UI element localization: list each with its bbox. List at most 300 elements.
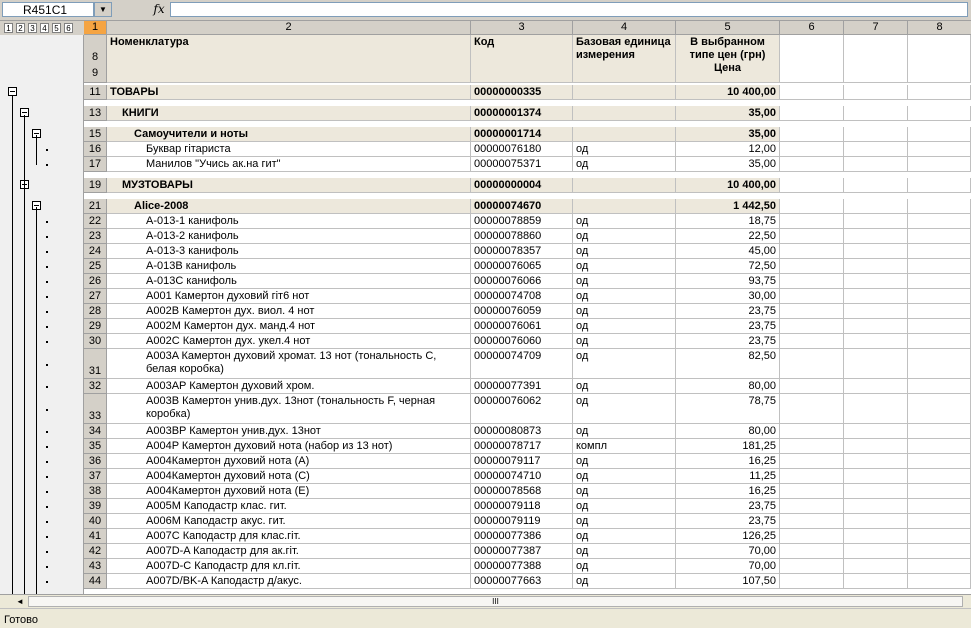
cell-unit[interactable]: од [573,469,676,484]
cell-nomenclature[interactable]: A002B Камертон дух. виол. 4 нот [107,304,471,319]
cell[interactable] [780,544,844,559]
cell-code[interactable]: 00000000335 [471,85,573,100]
cell[interactable] [780,559,844,574]
cell-price[interactable]: 10 400,00 [676,85,780,100]
cell-nomenclature[interactable]: КНИГИ [107,106,471,121]
cell-unit[interactable]: од [573,229,676,244]
cell-code[interactable]: 00000001714 [471,127,573,142]
cell-code[interactable]: 00000074709 [471,349,573,379]
cell-price[interactable]: 22,50 [676,229,780,244]
cell[interactable] [780,334,844,349]
cell[interactable] [908,35,971,83]
row-header[interactable]: 22 [84,214,107,229]
table-row [84,229,971,244]
cell-unit[interactable] [573,85,676,100]
header-unit[interactable]: Базовая единица измерения [573,35,676,83]
cell-nomenclature[interactable]: A003BP Камертон унив.дух. 13нот [107,424,471,439]
outline-dot-icon [46,326,48,328]
cell[interactable] [908,229,971,244]
cell-unit[interactable]: од [573,424,676,439]
cell-price[interactable]: 35,00 [676,157,780,172]
cell[interactable] [908,544,971,559]
cell[interactable] [780,214,844,229]
cell[interactable] [780,574,844,589]
cell-nomenclature[interactable]: A-013-3 канифоль [107,244,471,259]
cell-unit[interactable]: од [573,454,676,469]
row-header[interactable]: 40 [84,514,107,529]
cell-code[interactable]: 00000076180 [471,142,573,157]
cell-unit[interactable]: од [573,379,676,394]
cell[interactable] [780,394,844,424]
cell-code[interactable]: 00000079118 [471,499,573,514]
row-header[interactable]: 21 [84,199,107,214]
cell[interactable] [908,127,971,142]
row-header[interactable] [84,35,107,83]
cell[interactable] [780,244,844,259]
cell[interactable] [908,499,971,514]
cell-code[interactable]: 00000079117 [471,454,573,469]
cell-price[interactable]: 82,50 [676,349,780,379]
row-header[interactable]: 28 [84,304,107,319]
cell-price[interactable]: 18,75 [676,214,780,229]
table-row [84,379,971,394]
column-header[interactable]: 8 [908,21,971,35]
cell-code[interactable]: 00000076065 [471,259,573,274]
cell[interactable] [780,274,844,289]
table-row [84,454,971,469]
cell[interactable] [844,574,908,589]
cell[interactable] [844,274,908,289]
row-header[interactable]: 25 [84,259,107,274]
table-row [84,319,971,334]
outline-level-button[interactable]: 6 [64,23,73,33]
cell-code[interactable]: 00000074708 [471,289,573,304]
column-header[interactable]: 2 [107,21,471,35]
outline-bracket-line [36,207,37,594]
row-header[interactable]: 15 [84,127,107,142]
horizontal-scrollbar[interactable] [0,594,971,608]
cell-nomenclature[interactable]: Alice-2008 [107,199,471,214]
cell-unit[interactable]: компл [573,439,676,454]
cell[interactable] [780,106,844,121]
row-header[interactable]: 16 [84,142,107,157]
column-header[interactable]: 7 [844,21,908,35]
row-header[interactable]: 29 [84,319,107,334]
cell-unit[interactable]: од [573,304,676,319]
outline-dot-icon [46,506,48,508]
cell-price[interactable]: 181,25 [676,439,780,454]
cell[interactable] [780,439,844,454]
cell[interactable] [780,454,844,469]
outline-dot-icon [46,566,48,568]
row-header[interactable]: 33 [84,394,107,424]
cell-code[interactable]: 00000078357 [471,244,573,259]
row-header[interactable]: 42 [84,544,107,559]
cell[interactable] [908,304,971,319]
cell[interactable] [908,529,971,544]
row-header[interactable]: 36 [84,454,107,469]
row-header[interactable]: 19 [84,178,107,193]
cell-code[interactable]: 00000077391 [471,379,573,394]
cell-unit[interactable]: од [573,529,676,544]
row-header[interactable]: 37 [84,469,107,484]
cell[interactable] [844,469,908,484]
scroll-left-icon[interactable]: ◄ [16,597,24,606]
cell-code[interactable]: 00000078860 [471,229,573,244]
cell[interactable] [908,289,971,304]
row-header[interactable]: 43 [84,559,107,574]
cell[interactable] [780,199,844,214]
cell[interactable] [780,229,844,244]
cell-code[interactable]: 00000078859 [471,214,573,229]
cell[interactable] [780,259,844,274]
cell[interactable] [844,379,908,394]
table-row [84,469,971,484]
outline-bracket-line [12,95,13,594]
cell-unit[interactable] [573,127,676,142]
cell[interactable] [844,127,908,142]
cell[interactable] [908,394,971,424]
table-row [84,514,971,529]
cell[interactable] [908,574,971,589]
cell-unit[interactable]: од [573,289,676,304]
row-header[interactable]: 24 [84,244,107,259]
outline-dot-icon [46,551,48,553]
cell[interactable] [844,454,908,469]
row-header[interactable]: 23 [84,229,107,244]
cell-price[interactable]: 23,75 [676,514,780,529]
cell-unit[interactable]: од [573,214,676,229]
cell-code[interactable]: 00000076066 [471,274,573,289]
cell[interactable] [844,394,908,424]
cell-code[interactable]: 00000079119 [471,514,573,529]
cell-code[interactable]: 00000077386 [471,529,573,544]
outline-dot-icon [46,431,48,433]
cell[interactable] [908,454,971,469]
cell[interactable] [780,514,844,529]
cell[interactable] [844,499,908,514]
table-row [84,499,971,514]
cell-code[interactable]: 00000077388 [471,559,573,574]
formula-input[interactable] [170,2,968,17]
cell-nomenclature[interactable]: A004Камертон духовий нота (А) [107,454,471,469]
cell[interactable] [780,529,844,544]
cell-unit[interactable]: од [573,574,676,589]
outline-dot-icon [46,341,48,343]
cell-price[interactable]: 107,50 [676,574,780,589]
row-header[interactable]: 13 [84,106,107,121]
cell-unit[interactable]: од [573,559,676,574]
cell[interactable] [780,289,844,304]
cell-price[interactable]: 35,00 [676,127,780,142]
row-header[interactable]: 32 [84,379,107,394]
cell-unit[interactable]: од [573,319,676,334]
cell[interactable] [844,142,908,157]
cell-unit[interactable]: од [573,157,676,172]
table-row [84,439,971,454]
cell-code[interactable]: 00000077387 [471,544,573,559]
cell[interactable] [908,439,971,454]
cell-nomenclature[interactable]: A-013-2 канифоль [107,229,471,244]
outline-dot-icon [46,266,48,268]
cell-nomenclature[interactable]: A003AP Камертон духовий хром. [107,379,471,394]
cell-code[interactable]: 00000076060 [471,334,573,349]
cell[interactable] [844,157,908,172]
cell[interactable] [908,559,971,574]
cell-price[interactable]: 93,75 [676,274,780,289]
outline-dot-icon [46,476,48,478]
cell[interactable] [844,244,908,259]
cell[interactable] [908,424,971,439]
cell-nomenclature[interactable]: A007D-C Каподастр для кл.гіт. [107,559,471,574]
cell-price[interactable]: 23,75 [676,334,780,349]
cell[interactable] [844,35,908,83]
cell-unit[interactable]: од [573,142,676,157]
header-nomenclature[interactable]: Номенклатура [107,35,471,83]
cell-price[interactable]: 16,25 [676,454,780,469]
row-header[interactable]: 44 [84,574,107,589]
cell-unit[interactable] [573,199,676,214]
cell[interactable] [844,484,908,499]
cell-code[interactable]: 00000076062 [471,394,573,424]
cell[interactable] [844,85,908,100]
column-header[interactable]: 3 [471,21,573,35]
row-header[interactable]: 38 [84,484,107,499]
cell-price[interactable]: 23,75 [676,319,780,334]
cell-code[interactable]: 00000077663 [471,574,573,589]
cell-nomenclature[interactable]: A004Камертон духовий нота (Е) [107,484,471,499]
table-row [84,424,971,439]
cell-nomenclature[interactable]: A005M Каподастр клас. гит. [107,499,471,514]
cell-nomenclature[interactable]: A003A Камертон духовий хромат. 13 нот (тональность С, белая коробка) [107,349,471,379]
cell-code[interactable]: 00000000004 [471,178,573,193]
cell-nomenclature[interactable]: Манилов "Учись ак.на гит" [107,157,471,172]
cell-nomenclature[interactable]: A002C Камертон дух. укел.4 нот [107,334,471,349]
cell[interactable] [780,499,844,514]
cell[interactable] [908,244,971,259]
cell-unit[interactable]: од [573,349,676,379]
header-code[interactable]: Код [471,35,573,83]
cell-price[interactable]: 80,00 [676,379,780,394]
cell-price[interactable]: 10 400,00 [676,178,780,193]
row-header[interactable]: 35 [84,439,107,454]
cell-code[interactable]: 00000080873 [471,424,573,439]
cell[interactable] [844,106,908,121]
cell[interactable] [844,319,908,334]
row-header[interactable]: 27 [84,289,107,304]
cell[interactable] [908,142,971,157]
cell-price[interactable]: 1 442,50 [676,199,780,214]
column-header[interactable]: 1 [84,21,107,35]
cell[interactable] [844,424,908,439]
table-row [84,304,971,319]
cell-nomenclature[interactable]: Буквар гітариста [107,142,471,157]
cell[interactable] [780,157,844,172]
cell-price[interactable]: 70,00 [676,559,780,574]
row-header[interactable]: 41 [84,529,107,544]
cell-nomenclature[interactable]: A004P Камертон духовий нота (набор из 13 нот) [107,439,471,454]
cell[interactable] [908,259,971,274]
cell[interactable] [780,85,844,100]
column-header[interactable]: 4 [573,21,676,35]
cell[interactable] [908,178,971,193]
cell[interactable] [908,334,971,349]
cell-nomenclature[interactable]: A006M Каподастр акус. гит. [107,514,471,529]
outline-level-button[interactable]: 3 [28,23,37,33]
row-header[interactable]: 11 [84,85,107,100]
cell-nomenclature[interactable]: A001 Камертон духовий гіт6 нот [107,289,471,304]
cell-unit[interactable]: од [573,274,676,289]
header-row [84,35,971,83]
cell-unit[interactable]: од [573,259,676,274]
cell[interactable] [780,484,844,499]
row-header[interactable]: 30 [84,334,107,349]
group-row [84,85,971,100]
cell[interactable] [908,319,971,334]
cell[interactable] [780,304,844,319]
cell-price[interactable]: 78,75 [676,394,780,424]
cell-nomenclature[interactable]: A-013-1 канифоль [107,214,471,229]
cell[interactable] [908,274,971,289]
cell[interactable] [780,142,844,157]
cell-code[interactable]: 00000078568 [471,484,573,499]
cell-unit[interactable]: од [573,244,676,259]
cell[interactable] [908,199,971,214]
cell-code[interactable]: 00000076061 [471,319,573,334]
header-price[interactable] [676,35,780,83]
name-box[interactable]: R451C1 [2,2,94,17]
cell-nomenclature[interactable]: A007D/BK-A Каподастр д/акус. [107,574,471,589]
outline-level-buttons [0,21,84,35]
row-number: 9 [91,67,99,79]
cell[interactable] [780,424,844,439]
cell-nomenclature[interactable]: A007C Каподастр для клас.гіт. [107,529,471,544]
cell[interactable] [908,379,971,394]
cell-nomenclature[interactable]: A-013C канифоль [107,274,471,289]
cell-price[interactable]: 16,25 [676,484,780,499]
cell-nomenclature[interactable]: A003B Камертон унив.дух. 13нот (тональность F, черная коробка) [107,394,471,424]
row-number: 8 [91,51,99,63]
cell-price[interactable]: 45,00 [676,244,780,259]
cell-code[interactable]: 00000075371 [471,157,573,172]
cell[interactable] [780,178,844,193]
outline-level-button[interactable]: 4 [40,23,49,33]
cell-code[interactable]: 00000074710 [471,469,573,484]
cell-unit[interactable]: од [573,334,676,349]
cell[interactable] [844,559,908,574]
table-row [84,349,971,379]
cell[interactable] [908,85,971,100]
cell[interactable] [844,334,908,349]
cell-unit[interactable]: од [573,544,676,559]
outline-gutter [0,35,84,594]
cell[interactable] [780,349,844,379]
outline-level-button[interactable]: 2 [16,23,25,33]
cell-price[interactable]: 23,75 [676,499,780,514]
cell-nomenclature[interactable]: МУЗТОВАРЫ [107,178,471,193]
cell-price[interactable]: 12,00 [676,142,780,157]
cell[interactable] [908,214,971,229]
cell[interactable] [844,529,908,544]
cell[interactable] [844,259,908,274]
cell[interactable] [844,544,908,559]
cell[interactable] [908,157,971,172]
cell-unit[interactable]: од [573,394,676,424]
scrollbar-thumb[interactable]: III [28,596,963,607]
outline-dot-icon [46,164,48,166]
cell-unit[interactable]: од [573,499,676,514]
cell[interactable] [908,106,971,121]
row-header[interactable]: 17 [84,157,107,172]
table-row [84,259,971,274]
table-row [84,574,971,589]
cell[interactable] [844,304,908,319]
cell-price[interactable]: 23,75 [676,304,780,319]
cell[interactable] [780,469,844,484]
cell[interactable] [844,439,908,454]
cell-unit[interactable]: од [573,484,676,499]
cell[interactable] [844,199,908,214]
table-row [84,157,971,172]
cell-nomenclature[interactable]: Самоучители и ноты [107,127,471,142]
cell-price[interactable]: 30,00 [676,289,780,304]
cell-code[interactable]: 00000001374 [471,106,573,121]
cell[interactable] [908,349,971,379]
column-header[interactable]: 6 [780,21,844,35]
cell[interactable] [780,127,844,142]
cell-price[interactable]: 80,00 [676,424,780,439]
cell-unit[interactable] [573,106,676,121]
cell-code[interactable]: 00000074670 [471,199,573,214]
cell-price[interactable]: 35,00 [676,106,780,121]
cell[interactable] [780,379,844,394]
cell-code[interactable]: 00000076059 [471,304,573,319]
cell[interactable] [844,349,908,379]
function-icon[interactable]: fx [153,2,165,16]
cell-price[interactable]: 126,25 [676,529,780,544]
cell-price[interactable]: 11,25 [676,469,780,484]
cell[interactable] [908,514,971,529]
cell-nomenclature[interactable]: A-013B канифоль [107,259,471,274]
row-header[interactable]: 31 [84,349,107,379]
cell-nomenclature[interactable]: A002M Камертон дух. манд.4 нот [107,319,471,334]
cell-unit[interactable] [573,178,676,193]
cell-price[interactable]: 70,00 [676,544,780,559]
outline-level-button[interactable]: 1 [4,23,13,33]
cell-nomenclature[interactable]: A007D-A Каподастр для ак.гіт. [107,544,471,559]
cell-price[interactable]: 72,50 [676,259,780,274]
row-header[interactable]: 26 [84,274,107,289]
row-header[interactable]: 34 [84,424,107,439]
cell[interactable] [844,214,908,229]
cell[interactable] [844,229,908,244]
cell-unit[interactable]: од [573,514,676,529]
cell[interactable] [844,289,908,304]
cell-nomenclature[interactable]: ТОВАРЫ [107,85,471,100]
row-header[interactable]: 39 [84,499,107,514]
cell-nomenclature[interactable]: A004Камертон духовий нота (С) [107,469,471,484]
cell[interactable] [908,484,971,499]
cell[interactable] [908,469,971,484]
cell[interactable] [844,514,908,529]
column-header[interactable]: 5 [676,21,780,35]
cell[interactable] [780,35,844,83]
cell-code[interactable]: 00000078717 [471,439,573,454]
cell[interactable] [844,178,908,193]
name-box-dropdown-icon[interactable]: ▼ [94,2,112,17]
outline-level-button[interactable]: 5 [52,23,61,33]
cell[interactable] [780,319,844,334]
